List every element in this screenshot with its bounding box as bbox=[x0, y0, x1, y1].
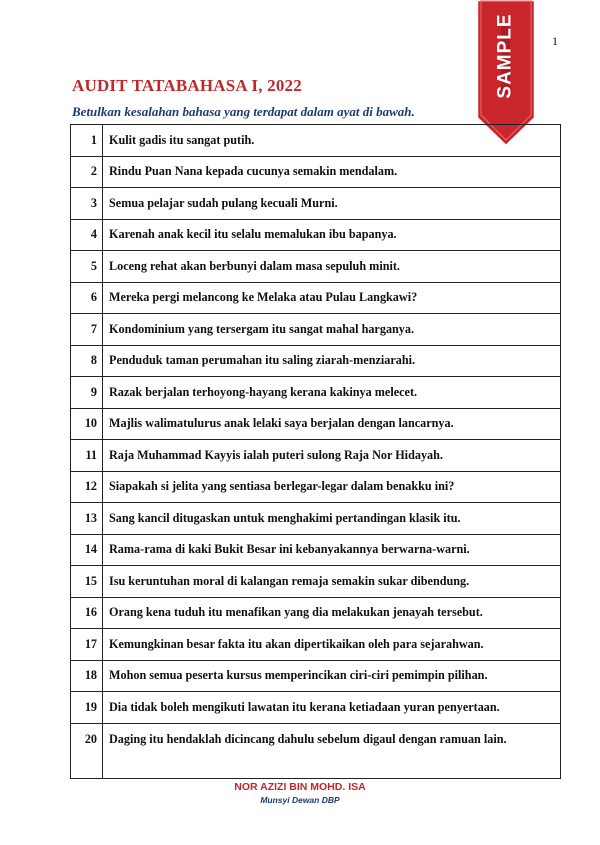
table-row bbox=[71, 219, 561, 251]
row-number: 1 bbox=[71, 125, 103, 157]
author-name: NOR AZIZI BIN MOHD. ISA bbox=[234, 781, 366, 793]
row-number: 19 bbox=[71, 692, 103, 724]
row-number: 4 bbox=[71, 219, 103, 251]
sentence-text: Sang kancil ditugaskan untuk menghakimi pertandingan klasik itu. bbox=[103, 503, 561, 535]
row-number: 14 bbox=[71, 534, 103, 566]
row-number: 16 bbox=[71, 597, 103, 629]
row-number: 12 bbox=[71, 471, 103, 503]
sentence-text: Raja Muhammad Kayyis ialah puteri sulong Raja Nor Hidayah. bbox=[103, 440, 561, 472]
sentence-text: Siapakah si jelita yang sentiasa berlegar-legar dalam benakku ini? bbox=[103, 471, 561, 503]
row-number: 2 bbox=[71, 156, 103, 188]
sentence-text: Dia tidak boleh mengikuti lawatan itu kerana ketiadaan yuran penyertaan. bbox=[103, 692, 561, 724]
row-number: 17 bbox=[71, 629, 103, 661]
row-number: 8 bbox=[71, 345, 103, 377]
author-role: Munsyi Dewan DBP bbox=[260, 795, 340, 805]
table-row bbox=[71, 534, 561, 566]
sentence-text: Razak berjalan terhoyong-hayang kerana kakinya melecet. bbox=[103, 377, 561, 409]
table-row bbox=[71, 566, 561, 598]
sentence-text: Rindu Puan Nana kepada cucunya semakin mendalam. bbox=[103, 156, 561, 188]
table-row bbox=[71, 377, 561, 409]
document-title: AUDIT TATABAHASA I, 2022 bbox=[72, 76, 302, 95]
instruction-text: Betulkan kesalahan bahasa yang terdapat dalam ayat di bawah. bbox=[72, 104, 415, 119]
sentence-text: Loceng rehat akan berbunyi dalam masa sepuluh minit. bbox=[103, 251, 561, 283]
table-row bbox=[71, 125, 561, 157]
sentence-text: Mereka pergi melancong ke Melaka atau Pulau Langkawi? bbox=[103, 282, 561, 314]
sentence-text: Kemungkinan besar fakta itu akan dipertikaikan oleh para sejarahwan. bbox=[103, 629, 561, 661]
sentence-text: Majlis walimatulurus anak lelaki saya berjalan dengan lancarnya. bbox=[103, 408, 561, 440]
sentence-text: Daging itu hendaklah dicincang dahulu sebelum digaul dengan ramuan lain. bbox=[103, 723, 561, 778]
sentence-text: Rama-rama di kaki Bukit Besar ini kebanyakannya berwarna-warni. bbox=[103, 534, 561, 566]
row-number: 7 bbox=[71, 314, 103, 346]
table-row bbox=[71, 660, 561, 692]
row-number: 18 bbox=[71, 660, 103, 692]
row-number: 9 bbox=[71, 377, 103, 409]
sentence-text: Karenah anak kecil itu selalu memalukan ibu bapanya. bbox=[103, 219, 561, 251]
row-number: 10 bbox=[71, 408, 103, 440]
sentence-text: Isu keruntuhan moral di kalangan remaja semakin sukar dibendung. bbox=[103, 566, 561, 598]
page-number: 1 bbox=[552, 34, 558, 48]
sentence-text: Kulit gadis itu sangat putih. bbox=[103, 125, 561, 157]
table-row bbox=[71, 156, 561, 188]
table-row bbox=[71, 314, 561, 346]
sentence-text: Penduduk taman perumahan itu saling ziarah-menziarahi. bbox=[103, 345, 561, 377]
table-row bbox=[71, 408, 561, 440]
sentence-text: Orang kena tuduh itu menafikan yang dia melakukan jenayah tersebut. bbox=[103, 597, 561, 629]
row-number: 20 bbox=[71, 723, 103, 778]
sentence-text: Semua pelajar sudah pulang kecuali Murni. bbox=[103, 188, 561, 220]
table-row bbox=[71, 692, 561, 724]
watermark-label: SAMPLE bbox=[495, 13, 516, 99]
table-row bbox=[71, 345, 561, 377]
row-number: 5 bbox=[71, 251, 103, 283]
row-number: 6 bbox=[71, 282, 103, 314]
table-row bbox=[71, 629, 561, 661]
sentence-text: Mohon semua peserta kursus memperincikan ciri-ciri pemimpin pilihan. bbox=[103, 660, 561, 692]
sentence-table-body bbox=[71, 125, 561, 779]
sentence-text: Kondominium yang tersergam itu sangat mahal harganya. bbox=[103, 314, 561, 346]
table-row bbox=[71, 503, 561, 535]
table-row bbox=[71, 282, 561, 314]
table-row bbox=[71, 471, 561, 503]
row-number: 13 bbox=[71, 503, 103, 535]
table-row bbox=[71, 188, 561, 220]
table-row bbox=[71, 597, 561, 629]
row-number: 11 bbox=[71, 440, 103, 472]
row-number: 3 bbox=[71, 188, 103, 220]
table-row bbox=[71, 723, 561, 778]
sentence-table bbox=[70, 124, 561, 779]
table-row bbox=[71, 440, 561, 472]
table-row bbox=[71, 251, 561, 283]
row-number: 15 bbox=[71, 566, 103, 598]
